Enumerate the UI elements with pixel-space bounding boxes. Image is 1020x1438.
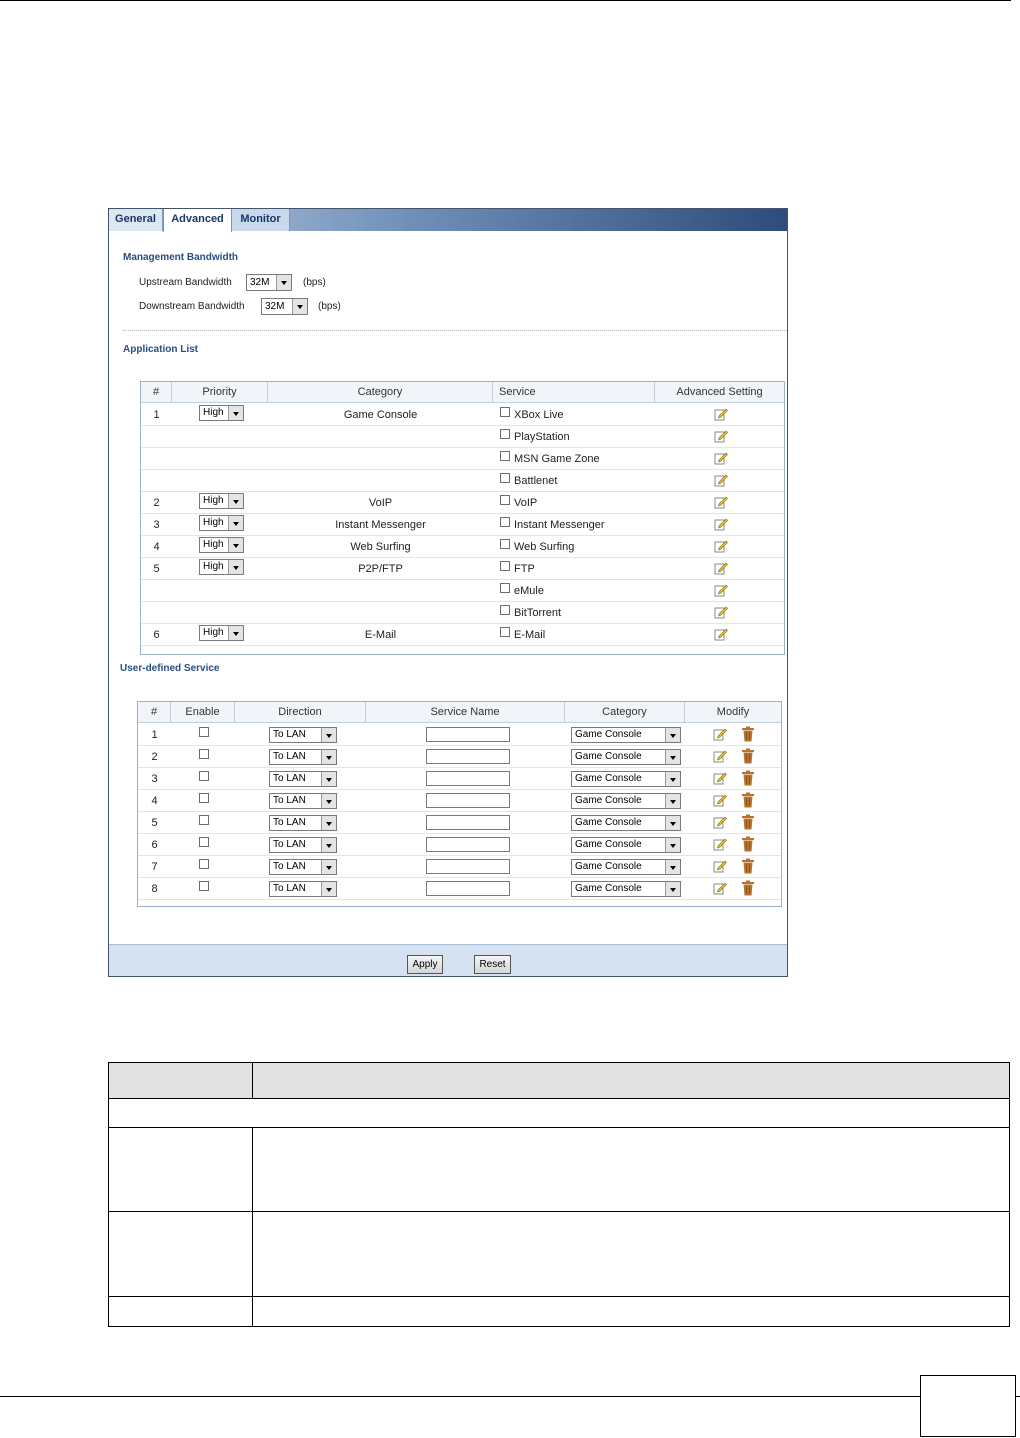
service-checkbox[interactable]: [500, 583, 510, 593]
pencil-icon[interactable]: [713, 727, 727, 741]
category-select[interactable]: [571, 749, 681, 765]
application-list-table: [140, 381, 785, 655]
direction-select-value: To LAN: [273, 839, 306, 850]
category-label: E-Mail: [364, 629, 397, 641]
chevron-down-icon: [665, 860, 680, 874]
direction-select[interactable]: [269, 859, 337, 875]
priority-select[interactable]: [199, 515, 244, 531]
service-name-input[interactable]: [426, 771, 510, 786]
trash-icon[interactable]: [741, 880, 755, 896]
chevron-down-icon: [228, 538, 243, 552]
page-number-box: [920, 1375, 1016, 1437]
category-select[interactable]: [571, 837, 681, 853]
col-header-category: Category: [268, 382, 493, 403]
enable-checkbox[interactable]: [199, 837, 209, 847]
section-divider: [123, 330, 787, 331]
tab-general[interactable]: General: [109, 209, 163, 231]
row-number: 1: [153, 409, 160, 421]
priority-select-value: High: [203, 539, 224, 550]
row-number: 4: [151, 795, 158, 807]
col-header-service: Service: [493, 382, 655, 403]
application-list-title: Application List: [123, 344, 198, 355]
col-header-priority: Priority: [172, 382, 268, 403]
chevron-down-icon: [665, 728, 680, 742]
enable-checkbox[interactable]: [199, 771, 209, 781]
service-label: PlayStation: [514, 431, 570, 443]
page-top-rule: [0, 0, 1011, 1]
table-row: [141, 624, 784, 646]
chevron-down-icon: [321, 882, 336, 896]
row-number: 2: [151, 751, 158, 763]
chevron-down-icon: [665, 838, 680, 852]
chevron-down-icon: [228, 516, 243, 530]
chevron-down-icon: [665, 794, 680, 808]
upstream-bandwidth-value: 32M: [250, 277, 270, 288]
table-row: [141, 492, 784, 514]
enable-checkbox[interactable]: [199, 859, 209, 869]
direction-select[interactable]: [269, 881, 337, 897]
table-row: [141, 514, 784, 536]
chevron-down-icon: [321, 772, 336, 786]
service-name-input[interactable]: [426, 727, 510, 742]
service-label: E-Mail: [514, 629, 546, 641]
chevron-down-icon: [276, 275, 291, 290]
chevron-down-icon: [321, 838, 336, 852]
chevron-down-icon: [228, 560, 243, 574]
pencil-icon[interactable]: [714, 627, 728, 641]
enable-checkbox[interactable]: [199, 881, 209, 891]
service-checkbox[interactable]: [500, 429, 510, 439]
direction-select-value: To LAN: [273, 817, 306, 828]
enable-checkbox[interactable]: [199, 749, 209, 759]
direction-select-value: To LAN: [273, 729, 306, 740]
downstream-bandwidth-label: Downstream Bandwidth: [139, 301, 245, 312]
table-divider: [109, 1127, 1009, 1128]
service-label: VoIP: [514, 497, 538, 509]
service-checkbox[interactable]: [500, 517, 510, 527]
row-number: 3: [151, 773, 158, 785]
category-select[interactable]: [571, 793, 681, 809]
chevron-down-icon: [292, 299, 307, 314]
category-select-value: Game Console: [575, 817, 642, 828]
service-name-input[interactable]: [426, 881, 510, 896]
service-label: FTP: [514, 563, 535, 575]
enable-checkbox[interactable]: [199, 815, 209, 825]
category-label: P2P/FTP: [358, 563, 403, 575]
pencil-icon[interactable]: [714, 561, 728, 575]
table-row: [141, 426, 784, 448]
table-row: [138, 768, 781, 790]
category-select-value: Game Console: [575, 883, 642, 894]
table-row: [141, 536, 784, 558]
col-header-num: #: [141, 382, 172, 403]
trash-icon[interactable]: [741, 726, 755, 742]
pencil-icon[interactable]: [714, 605, 728, 619]
pencil-icon[interactable]: [714, 539, 728, 553]
tab-monitor[interactable]: Monitor: [232, 209, 290, 231]
description-table-header: [109, 1063, 1009, 1099]
description-table: [108, 1062, 1010, 1327]
col-header-advanced-setting: Advanced Setting: [676, 386, 763, 398]
tab-advanced[interactable]: Advanced: [163, 209, 232, 232]
row-number: 7: [151, 861, 158, 873]
priority-select-value: High: [203, 517, 224, 528]
priority-select[interactable]: [199, 537, 244, 553]
col-header-enable: Enable: [171, 702, 235, 723]
service-label: BitTorrent: [514, 607, 562, 619]
chevron-down-icon: [321, 860, 336, 874]
tab-bar: [109, 209, 787, 231]
table-row: [138, 812, 781, 834]
downstream-bandwidth-select[interactable]: [261, 298, 308, 315]
priority-select-value: High: [203, 627, 224, 638]
pencil-icon[interactable]: [714, 451, 728, 465]
pencil-icon[interactable]: [713, 815, 727, 829]
pencil-icon[interactable]: [713, 837, 727, 851]
pencil-icon[interactable]: [714, 517, 728, 531]
footer-bar: [109, 944, 787, 977]
row-number: 6: [153, 629, 160, 641]
row-number: 5: [153, 563, 160, 575]
table-row: [141, 448, 784, 470]
trash-icon[interactable]: [741, 836, 755, 852]
priority-select[interactable]: [199, 559, 244, 575]
downstream-unit: (bps): [318, 301, 341, 312]
direction-select[interactable]: [269, 749, 337, 765]
table-row: [141, 404, 784, 426]
service-checkbox[interactable]: [500, 451, 510, 461]
col-header-service-name: Service Name: [366, 702, 565, 723]
category-select-value: Game Console: [575, 861, 642, 872]
trash-icon[interactable]: [741, 858, 755, 874]
trash-icon[interactable]: [741, 770, 755, 786]
row-number: 1: [151, 729, 158, 741]
management-bandwidth-title: Management Bandwidth: [123, 252, 239, 263]
direction-select-value: To LAN: [273, 751, 306, 762]
table-row: [138, 856, 781, 878]
category-label: Game Console: [343, 409, 418, 421]
trash-icon[interactable]: [741, 814, 755, 830]
table-divider: [109, 1296, 1009, 1297]
priority-select[interactable]: [199, 493, 244, 509]
service-checkbox[interactable]: [500, 605, 510, 615]
service-name-input[interactable]: [426, 837, 510, 852]
pencil-icon[interactable]: [714, 473, 728, 487]
service-checkbox[interactable]: [500, 627, 510, 637]
pencil-icon[interactable]: [713, 793, 727, 807]
row-number: 8: [151, 883, 158, 895]
page-bottom-rule: [0, 1396, 1020, 1397]
direction-select-value: To LAN: [273, 773, 306, 784]
table-row: [138, 746, 781, 768]
pencil-icon[interactable]: [713, 771, 727, 785]
apply-button[interactable]: Apply: [407, 955, 443, 974]
chevron-down-icon: [321, 728, 336, 742]
category-select-value: Game Console: [575, 839, 642, 850]
col-header-modify: Modify: [716, 706, 750, 718]
col-header-num: #: [138, 702, 171, 723]
chevron-down-icon: [321, 750, 336, 764]
direction-select-value: To LAN: [273, 795, 306, 806]
col-header-direction: Direction: [235, 702, 366, 723]
qos-advanced-panel: [108, 208, 788, 977]
priority-select-value: High: [203, 561, 224, 572]
service-label: Web Surfing: [514, 541, 575, 553]
table-row: [141, 580, 784, 602]
priority-select[interactable]: [199, 405, 244, 421]
pencil-icon[interactable]: [714, 583, 728, 597]
category-select[interactable]: [571, 815, 681, 831]
chevron-down-icon: [321, 816, 336, 830]
category-select[interactable]: [571, 859, 681, 875]
pencil-icon[interactable]: [713, 749, 727, 763]
priority-select[interactable]: [199, 625, 244, 641]
category-select-value: Game Console: [575, 773, 642, 784]
table-row: [138, 878, 781, 900]
service-checkbox[interactable]: [500, 539, 510, 549]
application-list-header: [141, 382, 784, 403]
user-defined-service-table: [137, 701, 782, 907]
category-select[interactable]: [571, 881, 681, 897]
chevron-down-icon: [665, 882, 680, 896]
row-number: 2: [153, 497, 160, 509]
pencil-icon[interactable]: [714, 495, 728, 509]
table-row: [141, 602, 784, 624]
service-checkbox[interactable]: [500, 561, 510, 571]
table-row: [138, 790, 781, 812]
table-row: [141, 470, 784, 492]
col-header-category: Category: [565, 702, 685, 723]
direction-select[interactable]: [269, 815, 337, 831]
service-checkbox[interactable]: [500, 473, 510, 483]
service-label: XBox Live: [514, 409, 564, 421]
service-name-input[interactable]: [426, 793, 510, 808]
table-divider: [109, 1211, 1009, 1212]
upstream-unit: (bps): [303, 277, 326, 288]
category-select-value: Game Console: [575, 729, 642, 740]
service-label: Instant Messenger: [514, 519, 605, 531]
service-checkbox[interactable]: [500, 407, 510, 417]
category-label: Instant Messenger: [335, 519, 426, 531]
chevron-down-icon: [665, 772, 680, 786]
direction-select-value: To LAN: [273, 861, 306, 872]
row-number: 4: [153, 541, 160, 553]
service-label: eMule: [514, 585, 544, 597]
chevron-down-icon: [228, 494, 243, 508]
row-number: 3: [153, 519, 160, 531]
table-row: [138, 724, 781, 746]
trash-icon[interactable]: [741, 792, 755, 808]
table-row: [141, 558, 784, 580]
user-defined-service-title: User-defined Service: [120, 663, 220, 674]
upstream-bandwidth-select[interactable]: [246, 274, 292, 291]
service-checkbox[interactable]: [500, 495, 510, 505]
category-select[interactable]: [571, 771, 681, 787]
service-name-input[interactable]: [426, 859, 510, 874]
direction-select-value: To LAN: [273, 883, 306, 894]
chevron-down-icon: [228, 406, 243, 420]
row-number: 6: [151, 839, 158, 851]
trash-icon[interactable]: [741, 748, 755, 764]
category-label: Web Surfing: [350, 541, 411, 553]
upstream-bandwidth-label: Upstream Bandwidth: [139, 277, 232, 288]
direction-select[interactable]: [269, 771, 337, 787]
pencil-icon[interactable]: [714, 429, 728, 443]
service-name-input[interactable]: [426, 815, 510, 830]
category-label: VoIP: [368, 497, 393, 509]
chevron-down-icon: [228, 626, 243, 640]
chevron-down-icon: [665, 750, 680, 764]
table-divider: [252, 1063, 253, 1099]
row-number: 5: [151, 817, 158, 829]
direction-select[interactable]: [269, 837, 337, 853]
downstream-bandwidth-value: 32M: [265, 301, 285, 312]
pencil-icon[interactable]: [714, 407, 728, 421]
enable-checkbox[interactable]: [199, 793, 209, 803]
direction-select[interactable]: [269, 793, 337, 809]
priority-select-value: High: [203, 407, 224, 418]
pencil-icon[interactable]: [713, 881, 727, 895]
user-defined-service-header: [138, 702, 781, 723]
pencil-icon[interactable]: [713, 859, 727, 873]
reset-button[interactable]: Reset: [474, 955, 511, 974]
category-select-value: Game Console: [575, 795, 642, 806]
priority-select-value: High: [203, 495, 224, 506]
category-select-value: Game Console: [575, 751, 642, 762]
chevron-down-icon: [665, 816, 680, 830]
table-row: [138, 834, 781, 856]
enable-checkbox[interactable]: [199, 727, 209, 737]
service-label: MSN Game Zone: [514, 453, 600, 465]
service-label: Battlenet: [514, 475, 558, 487]
category-select[interactable]: [571, 727, 681, 743]
direction-select[interactable]: [269, 727, 337, 743]
chevron-down-icon: [321, 794, 336, 808]
service-name-input[interactable]: [426, 749, 510, 764]
